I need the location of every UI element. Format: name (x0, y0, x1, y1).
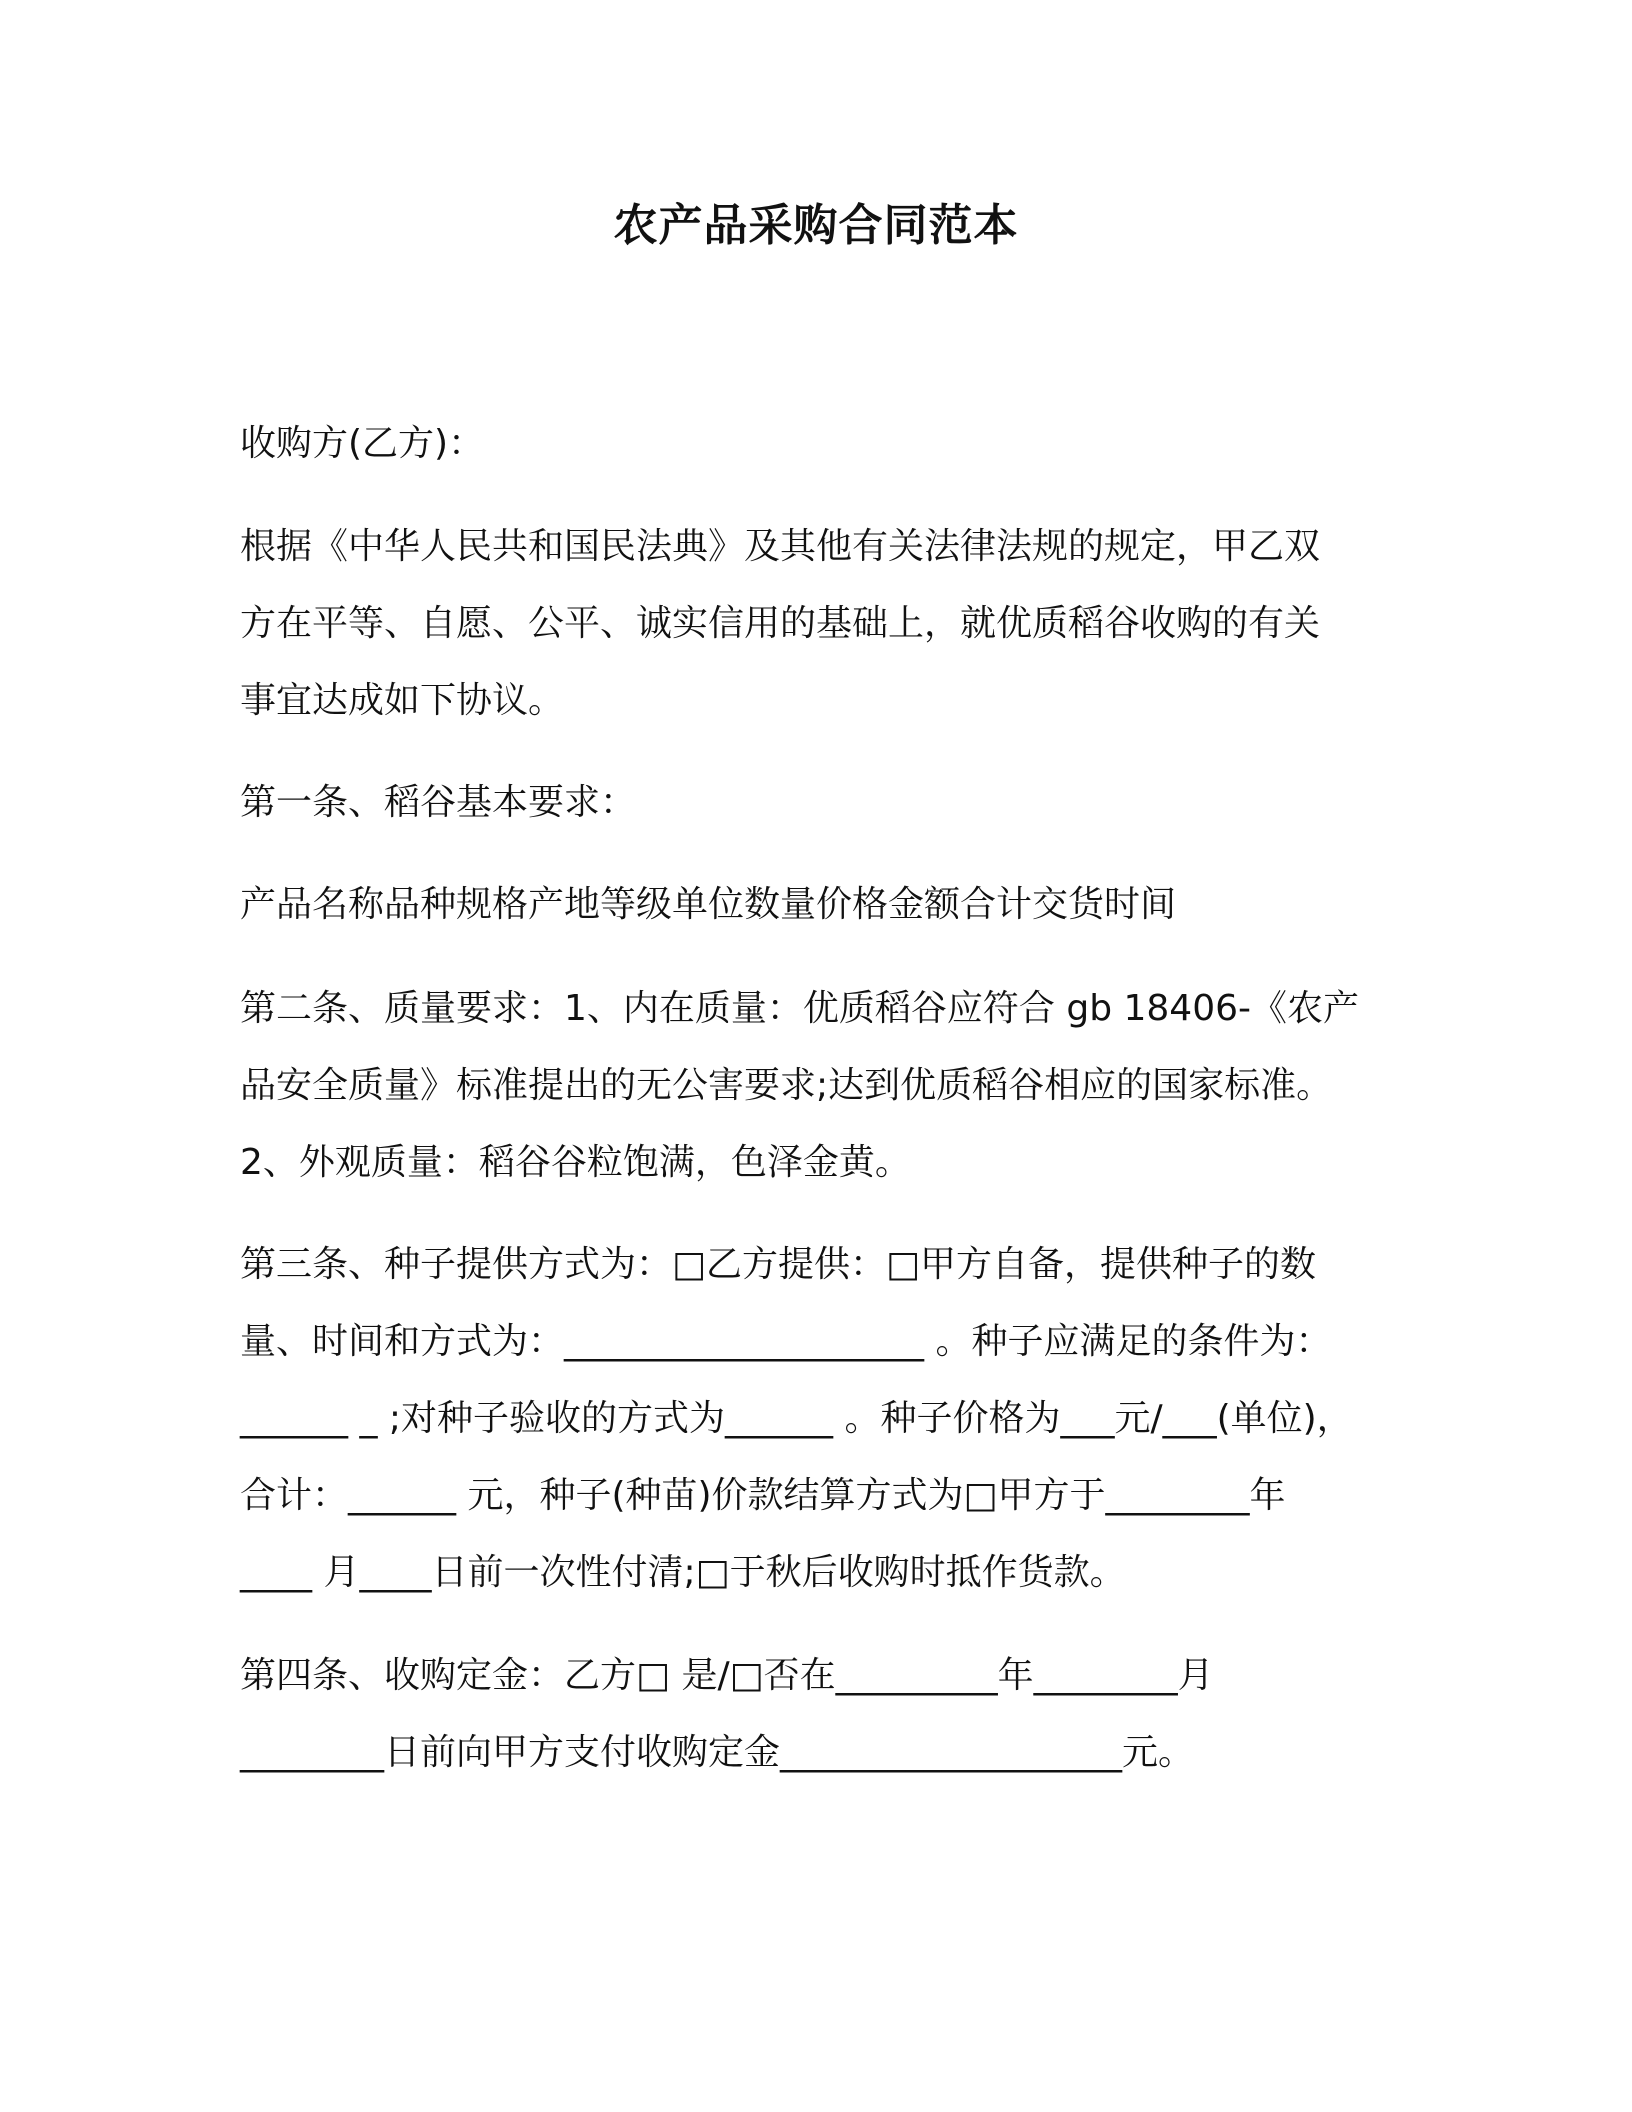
text-line: ______ _ ;对种子验收的方式为______ 。种子价格为___元/___(单位)， (240, 1398, 1353, 1439)
document-title: 农产品采购合同范本 (613, 200, 1019, 251)
text-line: 第一条、稻谷基本要求： (240, 782, 637, 823)
text-line: 量、时间和方式为：____________________ 。种子应满足的条件为： (240, 1321, 1332, 1362)
text-line: 根据《中华人民共和国民法典》及其他有关法律法规的规定，甲乙双 (240, 526, 1321, 567)
paragraph-article-1 (240, 764, 1390, 841)
paragraph-product-columns (240, 866, 1390, 943)
text-line: 2、外观质量：稻谷谷粒饱满，色泽金黄。 (240, 1142, 911, 1183)
text-line: ________日前向甲方支付收购定金___________________元。 (240, 1732, 1195, 1773)
text-line: 收购方(乙方)： (240, 423, 485, 464)
paragraph-buyer (240, 405, 1390, 482)
text-line: 第二条、质量要求：1、内在质量：优质稻谷应符合 gb 18406-《农产 (240, 988, 1360, 1029)
text-line: 第三条、种子提供方式为：□乙方提供：□甲方自备，提供种子的数 (240, 1244, 1317, 1285)
text-line: 事宜达成如下协议。 (240, 680, 565, 721)
paragraph-article-3 (240, 1226, 1390, 1611)
text-line: 产品名称品种规格产地等级单位数量价格金额合计交货时间 (240, 884, 1177, 925)
paragraph-preamble (240, 508, 1390, 739)
paragraph-article-4 (240, 1637, 1390, 1791)
text-line: ____ 月____日前一次性付清;□于秋后收购时抵作货款。 (240, 1552, 1126, 1593)
text-line: 合计：______ 元，种子(种苗)价款结算方式为□甲方于________年 (240, 1475, 1286, 1516)
text-line: 品安全质量》标准提出的无公害要求;达到优质稻谷相应的国家标准。 (240, 1065, 1333, 1106)
paragraph-article-2 (240, 970, 1390, 1201)
text-line: 方在平等、自愿、公平、诚实信用的基础上，就优质稻谷收购的有关 (240, 603, 1321, 644)
text-line: 第四条、收购定金：乙方□ 是/□否在_________年________月 (240, 1655, 1214, 1696)
